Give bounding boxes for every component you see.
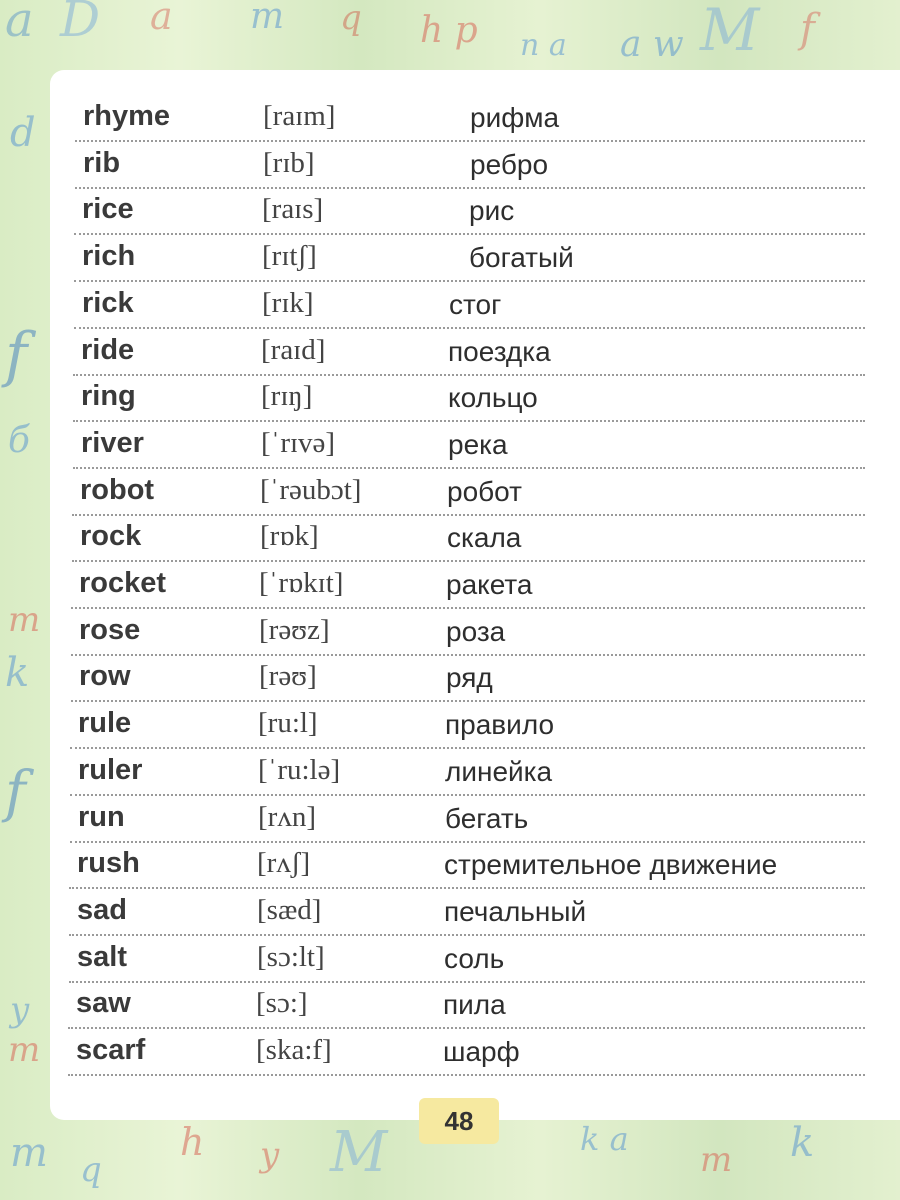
russian-translation: поездка [448,335,551,367]
transcription: [raɪs] [262,193,324,226]
vocabulary-row [50,703,870,749]
russian-translation: печальный [444,895,587,927]
english-word: rocket [79,567,167,599]
russian-translation: бегать [445,802,529,834]
russian-translation: линейка [445,755,553,787]
row-divider [70,747,865,749]
russian-translation: скала [447,522,522,554]
english-word: rhyme [83,100,171,132]
english-word: run [78,800,125,833]
vocabulary-card [50,70,900,1120]
row-divider [70,841,865,843]
transcription: [ˈru:lə] [258,753,341,786]
vocabulary-row [50,750,870,796]
transcription: [raɪd] [261,333,326,366]
row-divider [69,981,865,983]
english-word: ride [81,333,135,366]
row-divider [75,140,865,142]
english-word: saw [76,987,131,1020]
transcription: [sɔ:] [256,987,308,1020]
transcription: [rɪŋ] [261,380,313,413]
english-word: ring [81,380,136,413]
vocabulary-row [50,330,870,376]
russian-translation: ряд [446,662,493,694]
russian-translation: ракета [446,569,533,600]
vocabulary-row [50,983,870,1029]
transcription: [rɒk] [260,520,319,553]
russian-translation: робот [447,475,522,507]
vocabulary-row [50,283,870,329]
english-word: rose [79,613,141,646]
english-word: scarf [76,1034,146,1066]
russian-translation: рифма [470,102,560,133]
row-divider [73,374,865,376]
vocabulary-row [50,236,870,282]
transcription: [ru:l] [258,707,318,740]
vocabulary-row [50,656,870,702]
vocabulary-row [50,516,870,562]
transcription: [ska:f] [256,1034,332,1066]
russian-translation: шарф [443,1036,520,1067]
row-divider [71,654,865,656]
english-word: robot [80,473,155,506]
russian-translation: река [448,428,508,460]
vocabulary-row [50,1030,870,1076]
row-divider [70,794,865,796]
english-word: rice [82,193,134,226]
vocabulary-row [50,937,870,983]
transcription: [rɪk] [262,286,314,319]
row-divider [74,327,865,329]
transcription: [rɪb] [263,146,315,179]
transcription: [sɔ:lt] [257,940,325,973]
transcription: [rʌʃ] [257,847,311,880]
row-divider [71,700,865,702]
vocabulary-row [50,563,870,609]
row-divider [73,467,865,469]
row-divider [72,514,865,516]
russian-translation: правило [445,709,555,741]
row-divider [69,887,865,889]
transcription: [rəʊ] [259,660,317,693]
transcription: [rʌn] [258,800,316,833]
vocabulary-row [50,376,870,422]
page-number: 48 [419,1098,499,1144]
transcription: [rəʊz] [259,613,330,646]
row-divider [74,280,865,282]
vocabulary-row [50,890,870,936]
russian-translation: пила [443,989,506,1021]
russian-translation: стремительное движение [444,849,778,881]
vocabulary-row [50,143,870,189]
russian-translation: кольцо [448,382,538,414]
english-word: rib [83,146,121,179]
row-divider [73,420,865,422]
decorative-background: a D a m q h p n a a w M f d f б m k f y m m q h y M k a m k [5,0,815,1190]
row-divider [74,233,865,235]
vocabulary-row [50,843,870,889]
vocabulary-row [50,610,870,656]
english-word: rush [77,847,140,880]
english-word: rule [78,707,132,740]
russian-translation: стог [449,288,502,320]
english-word: rich [82,240,136,273]
english-word: row [79,660,131,693]
russian-translation: роза [446,615,506,647]
english-word: salt [77,940,127,973]
row-divider [69,934,865,936]
english-word: ruler [78,753,143,786]
russian-translation: богатый [469,242,574,274]
russian-translation: рис [469,195,515,227]
vocabulary-row [50,96,870,142]
transcription: [raɪm] [263,100,336,132]
english-word: rock [80,520,142,553]
transcription: [ˈrəubɔt] [260,473,362,506]
english-word: sad [77,893,127,926]
vocabulary-row [50,470,870,516]
transcription: [sæd] [257,893,322,926]
russian-translation: соль [444,942,505,974]
row-divider [72,560,865,562]
row-divider [71,607,865,609]
russian-translation: ребро [470,148,549,180]
english-word: river [81,426,144,459]
vocabulary-row [50,797,870,843]
row-divider [68,1074,865,1076]
row-divider [75,187,865,189]
vocabulary-row [50,423,870,469]
vocabulary-row [50,189,870,235]
transcription: [rɪtʃ] [262,240,317,273]
transcription: [ˈrɒkɪt] [259,567,344,599]
transcription: [ˈrɪvə] [261,426,336,459]
english-word: rick [82,286,134,319]
row-divider [68,1027,865,1029]
